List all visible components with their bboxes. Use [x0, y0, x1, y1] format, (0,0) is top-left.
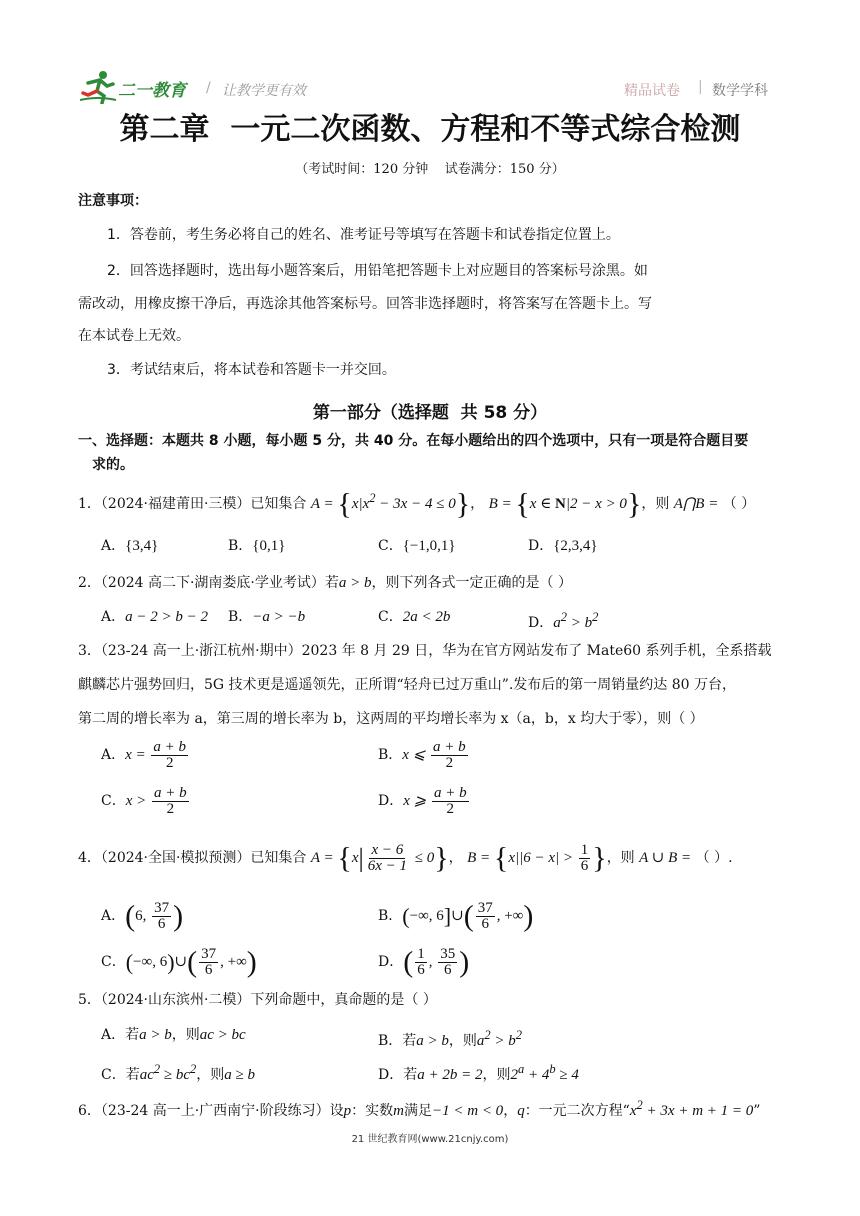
header-tag: 精品试卷 [624, 83, 680, 99]
runner-icon [80, 70, 118, 104]
question-2: 2．（2024 高二下·湖南娄底·学业考试）若a > b，则下列各式一定正确的是（ ） [78, 575, 572, 591]
header-separator: | [698, 79, 703, 95]
q1-stem: 1．（2024·福建莆田·三模）已知集合 [78, 496, 307, 512]
q2-option-b: B．−a > −b [228, 609, 306, 625]
q3-option-c: C．x > $\frac{a + b}{2}$ [101, 785, 187, 817]
q5-option-d: D．若a + 2b = 2，则$2^a + 4^b \ge 4$ [378, 1062, 579, 1083]
q1-option-b: B．{0,1} [228, 538, 286, 554]
question-3-line-1: 3．（23-24 高一上·浙江杭州·期中）2023 年 8 月 29 日，华为在官方网站发布了 Mate60 系列手机，全系搭载 [78, 643, 772, 659]
q1-option-a: A．{3,4} [101, 538, 159, 554]
q3-option-b: B．x ⩽ $\frac{a + b}{2}$ [378, 739, 466, 771]
q1-paren: （ ） [722, 496, 756, 512]
header-slogan: 让教学更有效 [222, 83, 306, 99]
note-3: 3．考试结束后，将本试卷和答题卡一并交回。 [107, 362, 396, 378]
note-2b: 需改动，用橡皮擦干净后，再选涂其他答案标号。回答非选择题时，将答案写在答题卡上。写 [78, 296, 652, 312]
brand-logo [80, 70, 200, 104]
q5-option-a: A．若a > b，则ac > bc [101, 1027, 246, 1043]
question-4: 4．（2024·全国·模拟预测）已知集合 A = {x| $\frac{x - 6}{6x - 1}$ ≤ 0}， B = {x||6 − x| > $\frac{1}{6}$ }，则 A ∪ B = （ ）. [78, 841, 733, 875]
brand-name: 二一教育 [118, 81, 186, 101]
q4-option-b: B．(−∞, 6]∪( $\frac{37}{6}$ , +∞) [378, 899, 534, 933]
question-1: 1．（2024·福建莆田·三模）已知集合 $A = \{x|x^2 - 3x - 4 \le 0\}$， B = {x ∈ N|2 − x > 0}，则 A⋂B = （ ） [78, 487, 756, 521]
section-instructions-1: 一、选择题：本题共 8 小题，每小题 5 分，共 40 分。在每小题给出的四个选项中，只有一项是符合题目要 [78, 433, 749, 449]
q5-option-b: B．若a > b，则$a^2 > b^2$ [378, 1028, 523, 1049]
question-3-line-2: 麒麟芯片强势回归，5G 技术更是遥遥领先，正所谓“轻舟已过万重山”.发布后的第一周销量约达 80 万台， [78, 677, 737, 693]
header-subject: 数学学科 [712, 83, 768, 99]
note-2c: 在本试卷上无效。 [78, 328, 190, 344]
note-1: 1．答卷前，考生务必将自己的姓名、准考证号等填写在答题卡和试卷指定位置上。 [107, 227, 620, 243]
q4-option-d: D．( $\frac{1}{6}$ , $\frac{35}{6}$ ) [378, 945, 470, 979]
q1-set-a: $A = \{x|x^2 - 3x - 4 \le 0\}$ [310, 487, 471, 521]
q4-option-c: C．(−∞, 6)∪( $\frac{37}{6}$ , +∞) [101, 945, 257, 979]
note-2a: 2．回答选择题时，选出每小题答案后，用铅笔把答题卡上对应题目的答案标号涂黑。如 [107, 263, 648, 279]
q2-option-d: D．$a^2 > b^2$ [528, 610, 599, 631]
q3-option-d: D．x ⩾ $\frac{a + b}{2}$ [378, 785, 467, 817]
q1-set-b: B = {x ∈ N|2 − x > 0} [488, 487, 642, 521]
question-3-line-3: 第二周的增长率为 a，第三周的增长率为 b，这两周的平均增长率为 x（a，b，x 均大于零），则（ ） [78, 711, 704, 727]
q5-option-c: C．若$ac^2 \ge bc^2$，则a ≥ b [101, 1062, 256, 1083]
q1-then: ，则 [641, 496, 670, 512]
q1-expr: A⋂B = [673, 496, 719, 512]
q3-option-a: A．x = $\frac{a + b}{2}$ [101, 739, 187, 771]
section-instructions-2: 求的。 [92, 457, 134, 473]
page-title: 第二章 一元二次函数、方程和不等式综合检测 [119, 112, 741, 147]
q1-option-c: C．{−1,0,1} [378, 538, 456, 554]
notes-heading: 注意事项： [78, 193, 148, 209]
exam-info: （考试时间：120 分钟 试卷满分：150 分） [295, 162, 565, 177]
question-6: 6．（23-24 高一上·广西南宁·阶段练习）设p：实数m满足−1 < m < 0，q：一元二次方程“$x^2 + 3x + m + 1 = 0$” [78, 1098, 761, 1119]
q2-option-a: A．a − 2 > b − 2 [101, 609, 208, 625]
part-heading: 第一部分（选择题 共 58 分） [312, 403, 548, 423]
q2-option-c: C．2a < 2b [378, 609, 451, 625]
header-slash: / [206, 80, 211, 96]
page-footer: 21 世纪教育网(www.21cnjy.com) [351, 1134, 509, 1145]
question-5: 5．（2024·山东滨州·二模）下列命题中，真命题的是（ ） [78, 992, 437, 1008]
q4-option-a: A．(6, $\frac{37}{6}$ ) [101, 899, 184, 933]
q1-option-d: D．{2,3,4} [528, 538, 598, 554]
